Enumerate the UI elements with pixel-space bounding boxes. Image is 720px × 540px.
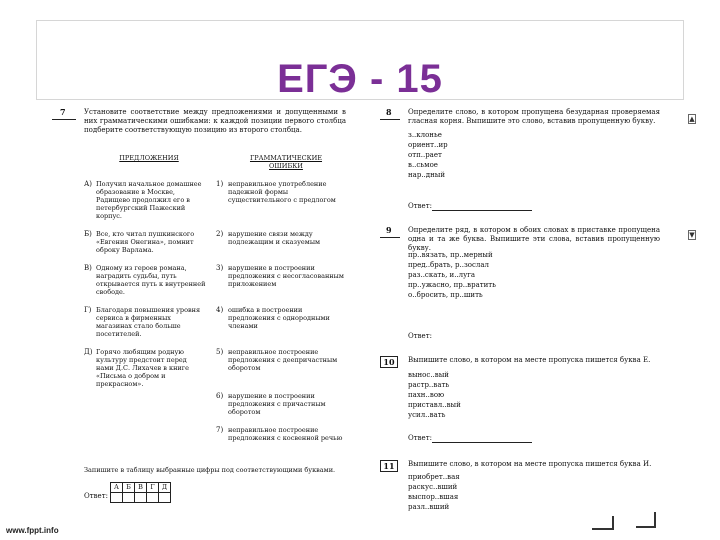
word-item: пр..ужасно, пр..вратить [408,281,496,289]
footer-watermark: www.fppt.info [6,526,59,535]
word-list [408,250,496,300]
crop-mark [592,516,614,530]
word-item: разл..вший [408,503,450,511]
word-item: пр..вязать, пр..мерный [408,251,493,259]
scroll-up-arrow[interactable]: ▲ [689,115,695,123]
error-mark: 6) [216,392,224,400]
word-list [408,370,461,420]
error-text: нарушение связи между подлежащим и сказуемым [228,230,321,246]
sentence-mark: Б) [84,230,92,238]
sentence-text: Благодаря повышения уровня сервиса в фирменных магазинах стало больше посетителей. [96,306,201,338]
word-item: вынос..вый [408,371,449,379]
word-item: отп..рает [408,151,442,159]
sentence-text: Горячо любящим родную культуру предстоит перед нами Д.С. Лихачев в книге «Письма о добром и прекрасном». [96,348,189,388]
error-mark: 3) [216,264,224,272]
error-text: нарушение в построении предложения с причастным оборотом [228,392,326,416]
task-number: 10 [380,356,398,368]
answer-grid [110,482,171,503]
word-item: пред..брать, р..зослал [408,261,490,269]
answer-cell[interactable] [123,493,135,503]
word-item: выспор..вшая [408,493,459,501]
sentence-mark: Г) [84,306,92,314]
task-number: 8 [386,107,392,117]
task-number: 7 [60,107,66,117]
sentence-text: Все, кто читал пушкинского «Евгения Онегина», помнит оброку Варлама. [96,230,195,254]
word-item: усил..вать [408,411,446,419]
word-item: з..клонье [408,131,442,139]
crop-mark [636,512,656,528]
task-underline [380,119,400,120]
sentence-mark: Д) [84,348,93,356]
word-item: нар..дный [408,171,445,179]
errors-header: ГРАММАТИЧЕСКИЕ ОШИБКИ [249,154,323,170]
sentence-text: Одному из героев романа, наградить судьбы, путь открывается путь к внутренней свободе. [96,264,206,296]
word-item: пахн..вою [408,391,445,399]
answer-letter: А [111,483,123,493]
sentence-text: Получил начальное домашнее образование в Москве, Радищево продолжил его в петербургский Пажеский корпус. [96,180,202,220]
task-instruction: Установите соответствие между предложениями и допущенными в них грамматическими ошибками: к каждой позиции первого столбца подберите соответствующую позицию из второго столбца. [84,108,346,134]
word-item: в..сьмое [408,161,438,169]
error-text: неправильное построение предложения с косвенной речью [228,426,343,442]
title-box [36,20,684,100]
task-instruction: Определите ряд, в котором в обоих словах в приставке пропущена одна и та же буква. Выпишите эти слова, вставив пропущенную букву. [408,226,660,252]
word-item: раз..скать, и..луга [408,271,476,279]
task-underline [52,119,76,120]
answer-line[interactable] [432,210,532,211]
task-instruction: Выпишите слово, в котором на месте пропуска пишется буква И. [408,460,652,468]
error-mark: 2) [216,230,224,238]
error-text: нарушение в построении предложения с несогласованным приложением [228,264,344,288]
error-text: неправильное построение предложения с деепричастным оборотом [228,348,338,372]
slide-title: ЕГЭ - 15 [277,57,443,101]
error-mark: 1) [216,180,224,188]
sentence-mark: А) [84,180,93,188]
task-underline [380,237,400,238]
word-list [408,472,460,512]
word-item: ориент..ир [408,141,448,149]
scroll-down-arrow[interactable]: ▼ [689,231,695,239]
word-list [408,130,448,180]
answer-letter: В [135,483,147,493]
word-item: растр..вать [408,381,450,389]
answer-letter: Б [123,483,135,493]
error-text: неправильное употребление падежной формы существительного с предлогом [228,180,336,204]
task-number: 11 [380,460,398,472]
answer-line[interactable] [432,442,532,443]
table-prompt: Запишите в таблицу выбранные цифры под соответствующими буквами. [84,466,336,474]
word-item: приставл..вый [408,401,461,409]
answer-label: Ответ: [408,434,432,442]
answer-letter: Д [159,483,171,493]
sentences-header: ПРЕДЛОЖЕНИЯ [119,154,179,162]
sentence-mark: В) [84,264,92,272]
answer-cell[interactable] [159,493,171,503]
answer-label: Ответ: [408,202,432,210]
answer-cell[interactable] [135,493,147,503]
answer-label: Ответ: [408,332,432,340]
answer-letter: Г [147,483,159,493]
answer-cell[interactable] [111,493,123,503]
answer-cell[interactable] [147,493,159,503]
task-instruction: Выпишите слово, в котором на месте пропуска пишется буква Е. [408,356,651,364]
word-item: раскус..вший [408,483,458,491]
error-mark: 7) [216,426,224,434]
error-text: ошибка в построении предложения с однородными членами [228,306,330,330]
answer-label: Ответ: [84,492,108,500]
word-item: о..бросить, пр..шить [408,291,483,299]
error-mark: 5) [216,348,224,356]
task-number: 9 [386,225,392,235]
error-mark: 4) [216,306,224,314]
task-instruction: Определите слово, в котором пропущена безударная проверяемая гласная корня. Выпишите это слово, вставив пропущенную букву. [408,108,660,125]
word-item: приобрет..вая [408,473,460,481]
